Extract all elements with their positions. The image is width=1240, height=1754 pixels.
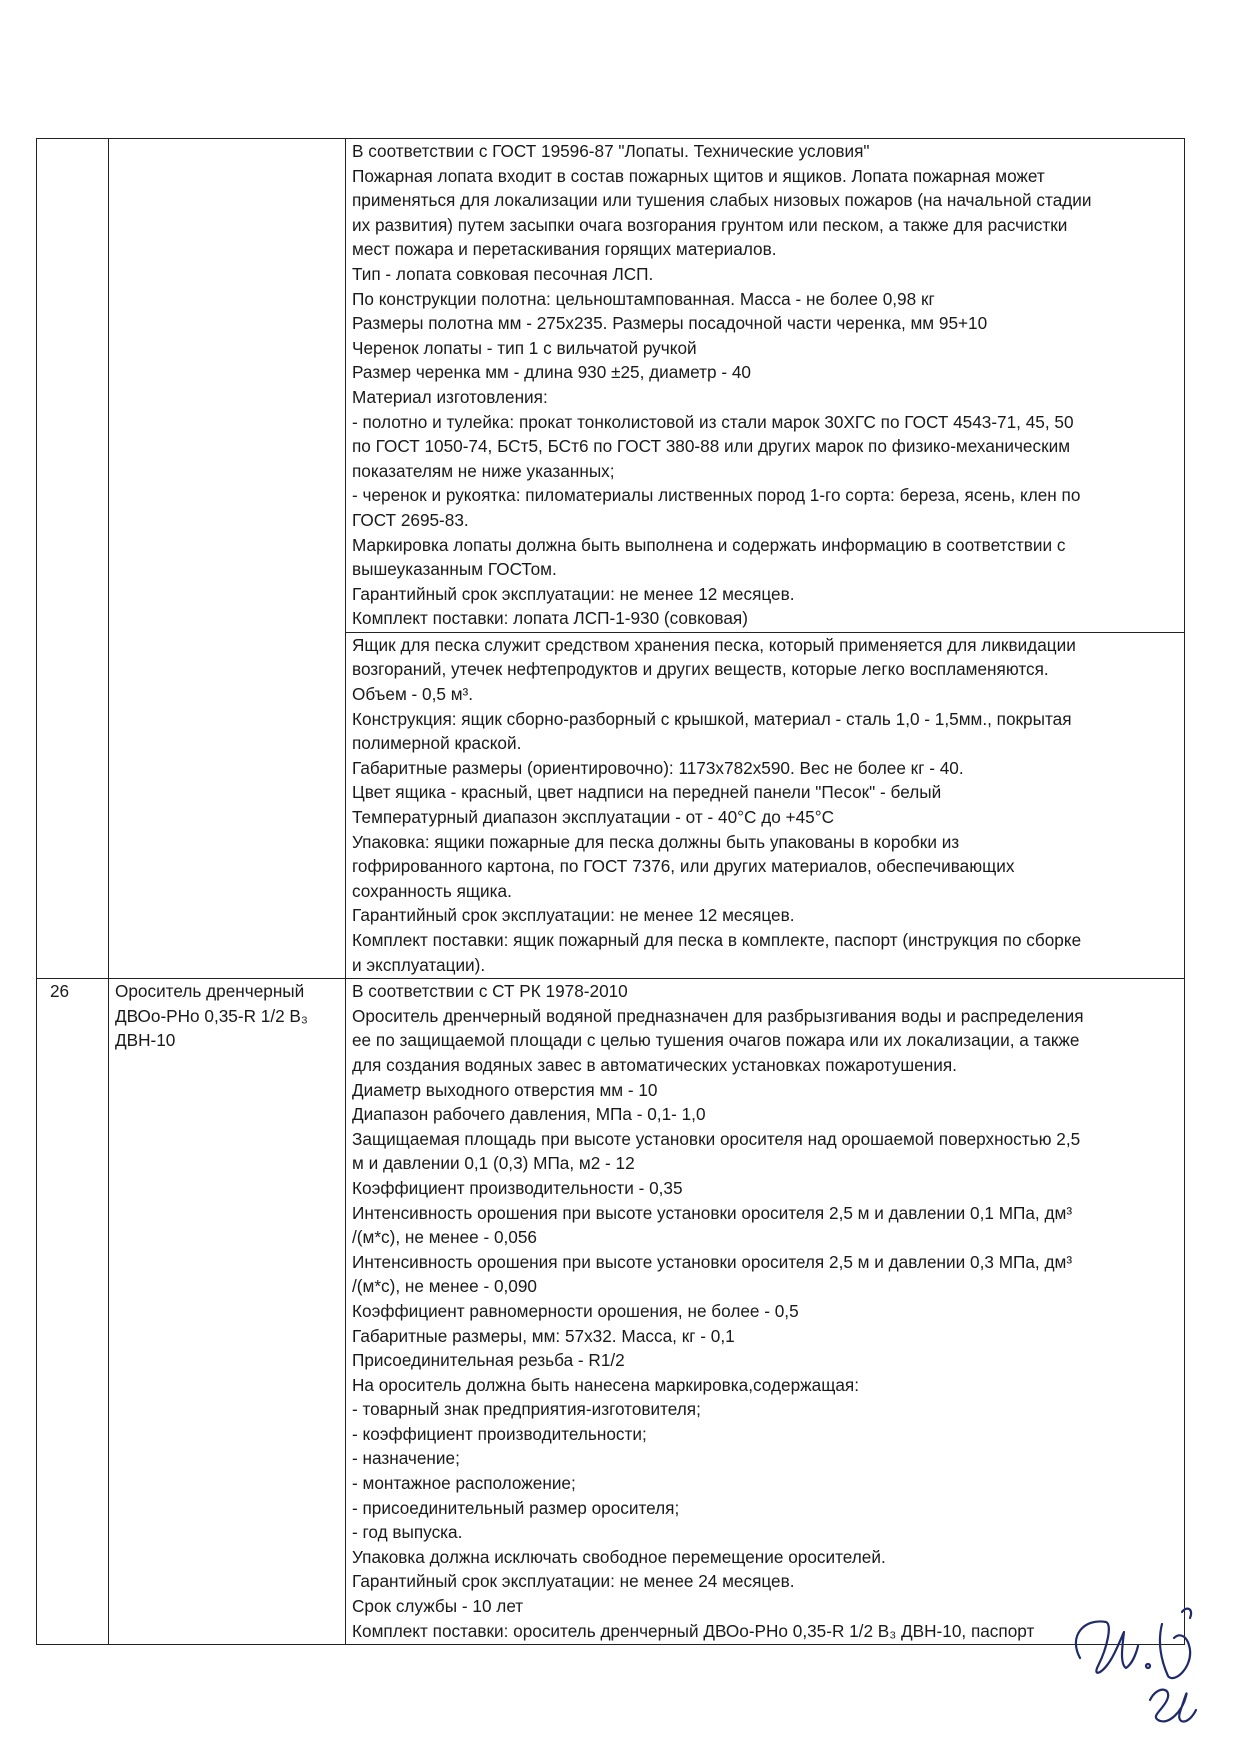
description-line: /(м*с), не менее - 0,090 — [352, 1276, 537, 1297]
description-line: Срок службы - 10 лет — [352, 1596, 524, 1617]
description-line: Гарантийный срок эксплуатации: не менее 24 месяцев. — [352, 1571, 795, 1592]
table-row — [37, 979, 1185, 1645]
item-name-cell — [109, 979, 346, 1645]
description-line: вышеуказанным ГОСТом. — [352, 559, 557, 580]
row-number-cell: 26 — [37, 979, 109, 1645]
description-line: Ящик для песка служит средством хранения песка, который применяется для ликвидации — [352, 634, 1076, 655]
description-line: Конструкция: ящик сборно-разборный с крышкой, материал - сталь 1,0 - 1,5мм., покрытая — [352, 708, 1072, 729]
description-line: по ГОСТ 1050-74, БСт5, БСт6 по ГОСТ 380-88 или других марок по физико-механическим — [352, 436, 1071, 457]
description-line: и эксплуатации). — [352, 954, 486, 975]
description-line: полимерной краской. — [352, 733, 522, 754]
description-cell — [346, 979, 1185, 1645]
description-line: Защищаемая площадь при высоте установки оросителя над орошаемой поверхностью 2,5 — [352, 1128, 1081, 1149]
item-name-line: ДВН-10 — [115, 1030, 176, 1051]
description-line: Размер черенка мм - длина 930 ±25, диаметр - 40 — [352, 362, 751, 383]
description-line: - назначение; — [352, 1448, 460, 1469]
table-row — [37, 632, 1185, 978]
description-line: Габаритные размеры (ориентировочно): 1173х782х590. Вес не более кг - 40. — [352, 757, 964, 778]
description-line: По конструкции полотна: цельноштампованная. Масса - не более 0,98 кг — [352, 288, 935, 309]
description-line: Комплект поставки: лопата ЛСП-1-930 (совковая) — [352, 608, 748, 629]
description-line: В соответствии с ГОСТ 19596-87 "Лопаты. Технические условия" — [352, 141, 870, 161]
description-cell — [346, 139, 1185, 633]
description-line: для создания водяных завес в автоматических установках пожаротушения. — [352, 1054, 957, 1075]
row-number-cell — [37, 139, 109, 633]
description-line: - товарный знак предприятия-изготовителя; — [352, 1399, 701, 1420]
specification-table — [36, 138, 1185, 1645]
handwritten-signature — [1062, 1588, 1212, 1738]
description-line: их развития) путем засыпки очага возгорания грунтом или песком, а также для расчистки — [352, 214, 1068, 235]
description-line: Габаритные размеры, мм: 57х32. Масса, кг - 0,1 — [352, 1325, 735, 1346]
item-name-cell — [109, 139, 346, 633]
description-line: /(м*с), не менее - 0,056 — [352, 1227, 537, 1248]
description-line: Гарантийный срок эксплуатации: не менее 12 месяцев. — [352, 583, 795, 604]
item-name-line: ДВОо-РНо 0,35-R 1/2 В₃ — [115, 1005, 308, 1026]
description-line: Гарантийный срок эксплуатации: не менее 12 месяцев. — [352, 905, 795, 926]
item-name-line: Ороситель дренчерный — [115, 981, 305, 1002]
description-line: Интенсивность орошения при высоте установки оросителя 2,5 м и давлении 0,3 МПа, дм³ — [352, 1251, 1073, 1272]
description-line: На ороситель должна быть нанесена маркировка,содержащая: — [352, 1374, 859, 1395]
description-line: Диаметр выходного отверстия мм - 10 — [352, 1079, 658, 1100]
description-cell — [346, 632, 1185, 978]
description-line: - год выпуска. — [352, 1522, 463, 1543]
description-line: Коэффициент производительности - 0,35 — [352, 1177, 683, 1198]
description-line: Пожарная лопата входит в состав пожарных щитов и ящиков. Лопата пожарная может — [352, 165, 1045, 186]
description-line: возгораний, утечек нефтепродуктов и других веществ, которые легко воспламеняются. — [352, 659, 1049, 680]
description-line: Ороситель дренчерный водяной предназначен для разбрызгивания воды и распределения — [352, 1005, 1084, 1026]
description-line: - монтажное расположение; — [352, 1473, 576, 1494]
description-line: В соответствии с СТ РК 1978-2010 — [352, 981, 628, 1002]
description-line: Объем - 0,5 м³. — [352, 684, 474, 705]
description-line: Комплект поставки: ороситель дренчерный ДВОо-РНо 0,35-R 1/2 В₃ ДВН-10, паспорт — [352, 1620, 1035, 1641]
description-line: Присоединительная резьба - R1/2 — [352, 1350, 625, 1371]
description-line: Комплект поставки: ящик пожарный для песка в комплекте, паспорт (инструкция по сборке — [352, 930, 1082, 950]
table-row — [37, 139, 1185, 633]
description-line: мест пожара и перетаскивания горящих материалов. — [352, 239, 777, 260]
description-line: Цвет ящика - красный, цвет надписи на передней панели "Песок" - белый — [352, 782, 942, 803]
description-line: показателям не ниже указанных; — [352, 460, 615, 481]
description-line: Температурный диапазон эксплуатации - от - 40°С до +45°С — [352, 807, 834, 828]
description-line: ее по защищаемой площади с целью тушения очагов пожара или их локализации, а также — [352, 1030, 1080, 1051]
description-line: Диапазон рабочего давления, МПа - 0,1- 1,0 — [352, 1104, 706, 1125]
description-line: ГОСТ 2695-83. — [352, 509, 469, 530]
description-line: Интенсивность орошения при высоте установки оросителя 2,5 м и давлении 0,1 МПа, дм³ — [352, 1202, 1073, 1223]
description-line: Упаковка: ящики пожарные для песка должны быть упакованы в коробки из — [352, 831, 960, 852]
description-line: гофрированного картона, по ГОСТ 7376, или других материалов, обеспечивающих — [352, 856, 1015, 877]
item-name-cell — [109, 632, 346, 978]
description-line: Материал изготовления: — [352, 386, 548, 407]
description-line: Упаковка должна исключать свободное перемещение оросителей. — [352, 1546, 886, 1567]
description-line: - полотно и тулейка: прокат тонколистовой из стали марок 30ХГС по ГОСТ 4543-71, 45, 50 — [352, 411, 1074, 432]
description-line: - присоединительный размер оросителя; — [352, 1497, 680, 1518]
description-line: м и давлении 0,1 (0,3) МПа, м2 - 12 — [352, 1153, 635, 1174]
description-line: Коэффициент равномерности орошения, не более - 0,5 — [352, 1300, 799, 1321]
description-line: Черенок лопаты - тип 1 с вильчатой ручкой — [352, 337, 697, 358]
description-line: - черенок и рукоятка: пиломатериалы лиственных пород 1-го сорта: береза, ясень, клен по — [352, 485, 1081, 506]
row-number-cell — [37, 632, 109, 978]
description-line: применяться для локализации или тушения слабых низовых пожаров (на начальной стадии — [352, 190, 1092, 211]
description-line: Тип - лопата совковая песочная ЛСП. — [352, 263, 654, 284]
description-line: Маркировка лопаты должна быть выполнена и содержать информацию в соответствии с — [352, 534, 1066, 555]
description-line: сохранность ящика. — [352, 880, 512, 901]
description-line: - коэффициент производительности; — [352, 1423, 647, 1444]
description-line: Размеры полотна мм - 275х235. Размеры посадочной части черенка, мм 95+10 — [352, 313, 988, 334]
